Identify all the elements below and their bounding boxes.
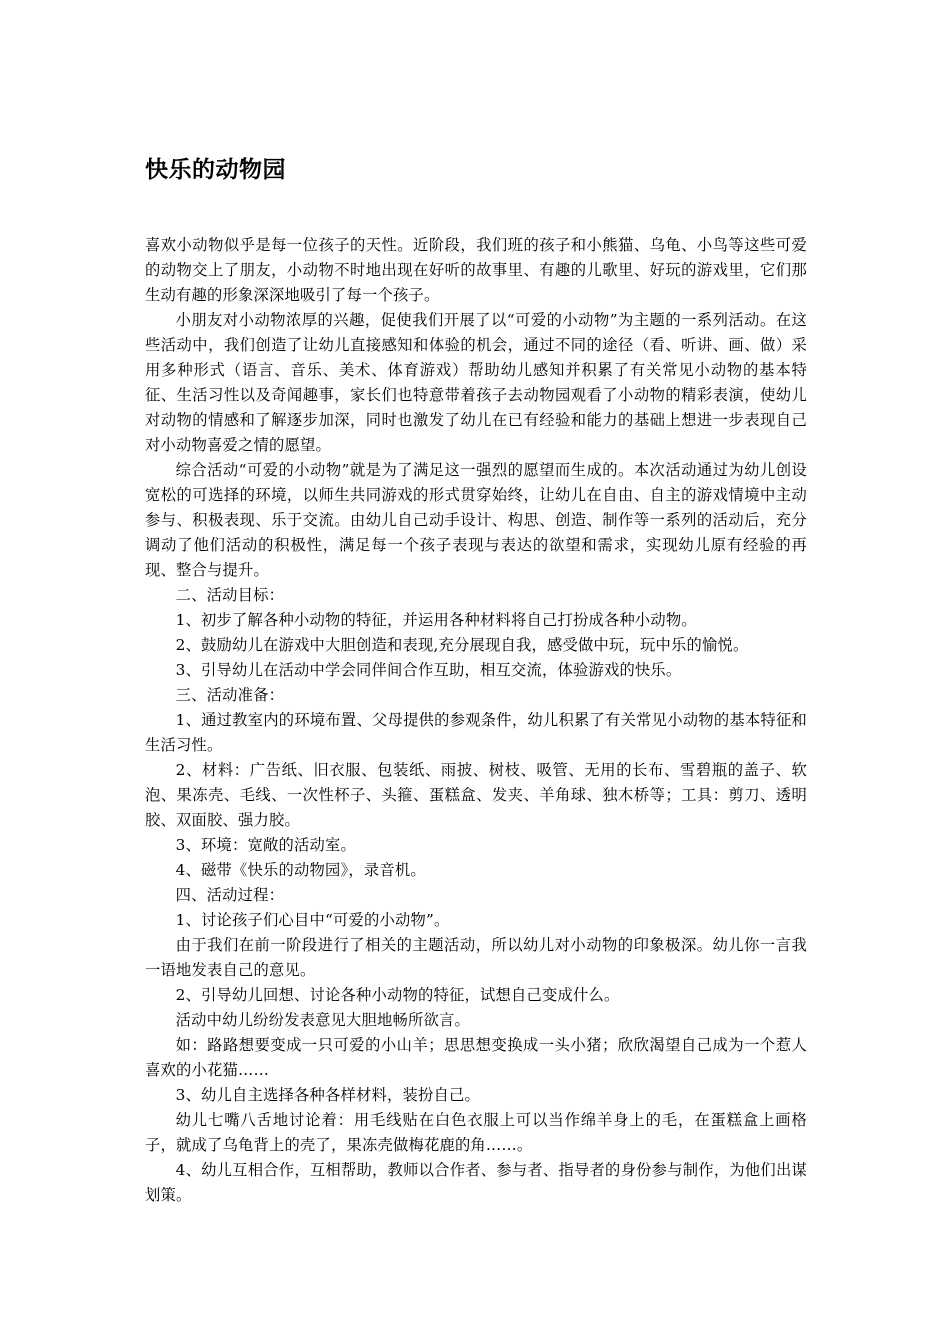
goal-item-3: 3、引导幼儿在活动中学会同伴间合作互助，相互交流，体验游戏的快乐。 (175, 661, 682, 679)
process-step-1-detail: 由于我们在前一阶段进行了相关的主题活动，所以幼儿对小动物的印象极深。幼儿你一言我一语地发表自己的意见。 (145, 936, 807, 979)
document-title: 快乐的动物园 (145, 157, 286, 183)
preparation-item-2: 2、材料：广告纸、旧衣服、包装纸、雨披、树枝、吸管、无用的长布、雪碧瓶的盖子、软泡、果冻壳、毛线、一次性杯子、头箍、蛋糕盒、发夹、羊角球、独木桥等；工具：剪刀、透明胶、双面胶、强力胶。 (145, 761, 807, 829)
preparation-item-1: 1、通过教室内的环境布置、父母提供的参观条件，幼儿积累了有关常见小动物的基本特征和生活习性。 (145, 711, 807, 754)
process-step-3: 3、幼儿自主选择各种各样材料，装扮自己。 (175, 1086, 480, 1104)
paragraph-purpose: 综合活动“可爱的小动物”就是为了满足这一强烈的愿望而生成的。本次活动通过为幼儿创设宽松的可选择的环境，以师生共同游戏的形式贯穿始终，让幼儿在自由、自主的游戏情境中主动参与、积极表现、乐于交流。由幼儿自己动手设计、构思、创造、制作等一系列的活动后，充分调动了他们活动的积极性，满足每一个孩子表现与表达的欲望和需求，实现幼儿原有经验的再现、整合与提升。 (145, 461, 807, 579)
section-heading-process: 四、活动过程： (175, 886, 285, 904)
goal-item-2: 2、鼓励幼儿在游戏中大胆创造和表现,充分展现自我，感受做中玩，玩中乐的愉悦。 (175, 636, 749, 654)
section-heading-goals: 二、活动目标： (175, 586, 285, 604)
paragraph-intro: 喜欢小动物似乎是每一位孩子的天性。近阶段，我们班的孩子和小熊猫、乌龟、小鸟等这些可爱的动物交上了朋友，小动物不时地出现在好听的故事里、有趣的儿歌里、好玩的游戏里，它们那生动有趣的形象深深地吸引了每一个孩子。 (145, 236, 807, 304)
process-step-3-detail: 幼儿七嘴八舌地讨论着：用毛线贴在白色衣服上可以当作绵羊身上的毛，在蛋糕盒上画格子，就成了乌龟背上的壳了，果冻壳做梅花鹿的角……。 (145, 1111, 807, 1154)
process-step-1: 1、讨论孩子们心目中“可爱的小动物”。 (175, 911, 450, 929)
section-heading-preparation: 三、活动准备： (175, 686, 285, 704)
process-step-2-detail: 活动中幼儿纷纷发表意见大胆地畅所欲言。 (175, 1011, 471, 1029)
process-step-2-example: 如：路路想要变成一只可爱的小山羊；思思想变换成一头小猪；欣欣渴望自己成为一个惹人喜欢的小花猫…… (145, 1036, 807, 1079)
process-step-4: 4、幼儿互相合作，互相帮助，教师以合作者、参与者、指导者的身份参与制作，为他们出谋划策。 (145, 1161, 807, 1204)
goal-item-1: 1、初步了解各种小动物的特征，并运用各种材料将自己打扮成各种小动物。 (175, 611, 697, 629)
document-body (145, 233, 807, 1208)
process-step-2: 2、引导幼儿回想、讨论各种小动物的特征，试想自己变成什么。 (175, 986, 620, 1004)
preparation-item-4: 4、磁带《快乐的动物园》，录音机。 (175, 861, 426, 879)
paragraph-background: 小朋友对小动物浓厚的兴趣，促使我们开展了以“可爱的小动物”为主题的一系列活动。在这些活动中，我们创造了让幼儿直接感知和体验的机会，通过不同的途径（看、听讲、画、做）采用多种形式（语言、音乐、美术、体育游戏）帮助幼儿感知并积累了有关常见小动物的基本特征、生活习性以及奇闻趣事，家长们也特意带着孩子去动物园观看了小动物的精彩表演，使幼儿对动物的情感和了解逐步加深，同时也激发了幼儿在已有经验和能力的基础上想进一步表现自己对小动物喜爱之情的愿望。 (145, 311, 807, 454)
preparation-item-3: 3、环境：宽敞的活动室。 (175, 836, 356, 854)
